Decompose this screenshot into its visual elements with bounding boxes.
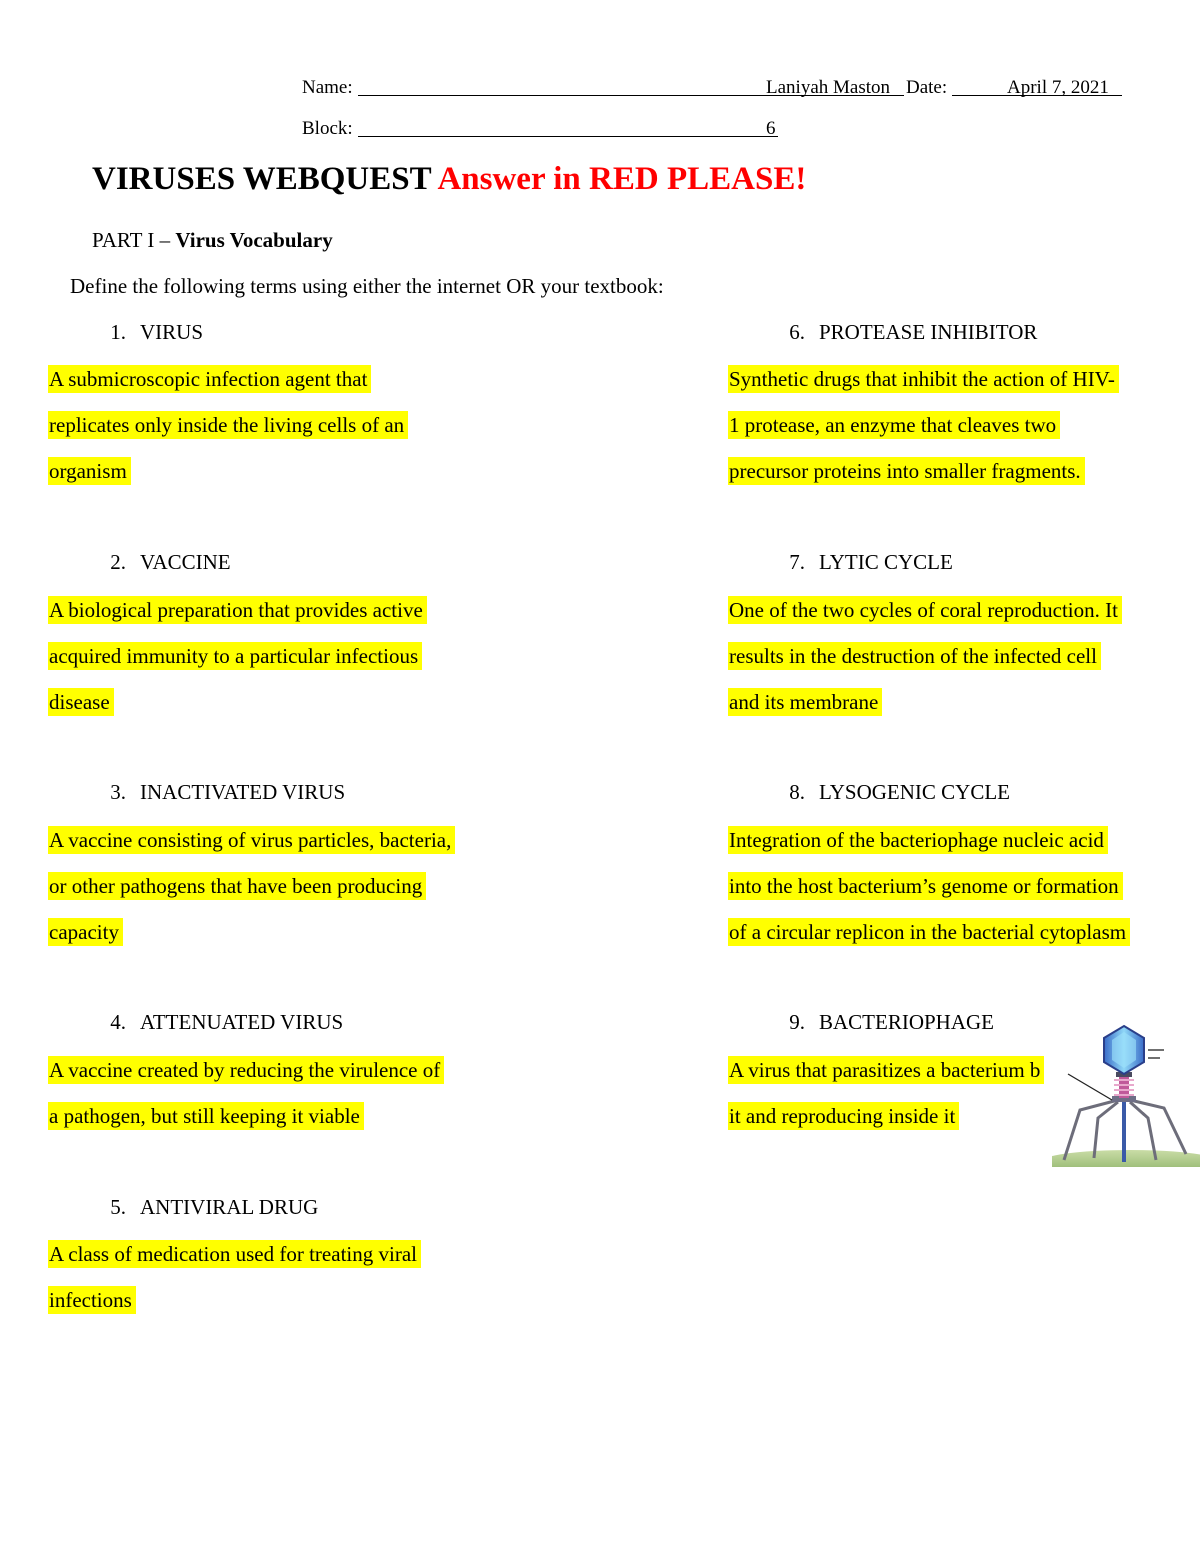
answer-line: organism [48,457,131,485]
answer-line: One of the two cycles of coral reproduction. It [728,596,1122,624]
term-label: LYSOGENIC CYCLE [819,780,1010,804]
title-red-instruction: Answer in RED PLEASE! [437,161,807,197]
answer-line: A vaccine consisting of virus particles, bacteria, [48,826,455,854]
term-number: 8. [789,780,805,804]
instructions: Define the following terms using either the internet OR your textbook: [70,274,664,298]
date-label: Date: [906,77,948,98]
term-label: BACTERIOPHAGE [819,1010,995,1034]
term-heading [92,780,345,805]
term-number: 5. [110,1195,126,1219]
term-number: 6. [789,320,805,344]
term-heading [771,780,1010,805]
page-title [92,161,806,198]
block-underline [358,136,778,137]
term-number: 2. [110,550,126,574]
term-label: LYTIC CYCLE [819,550,953,574]
term-number: 9. [789,1010,805,1034]
answer-line: capacity [48,918,123,946]
answer-line: A class of medication used for treating viral [48,1240,421,1268]
term-label: ATTENUATED VIRUS [140,1010,344,1034]
term-label: VIRUS [140,320,204,344]
date-value: April 7, 2021 [1007,77,1109,98]
answer-line: A submicroscopic infection agent that [48,365,371,393]
term-label: PROTEASE INHIBITOR [819,320,1038,344]
answer-line: into the host bacterium’s genome or formation [728,872,1123,900]
term-heading [92,1195,318,1220]
title-main: VIRUSES WEBQUEST [92,161,432,197]
term-heading [771,320,1037,345]
term-heading [92,550,231,575]
term-label: ANTIVIRAL DRUG [140,1195,319,1219]
answer-line: and its membrane [728,688,882,716]
answer-line: A virus that parasitizes a bacterium b [728,1056,1044,1084]
block-label: Block: [302,118,353,139]
term-heading [771,1010,994,1035]
answer-line: of a circular replicon in the bacterial cytoplasm [728,918,1130,946]
term-number: 7. [789,550,805,574]
answer-line: infections [48,1286,136,1314]
answer-line: Integration of the bacteriophage nucleic acid [728,826,1108,854]
term-number: 1. [110,320,126,344]
answer-line: precursor proteins into smaller fragments. [728,457,1085,485]
term-heading [92,1010,343,1035]
answer-line: it and reproducing inside it [728,1102,959,1130]
term-number: 3. [110,780,126,804]
block-value: 6 [766,118,776,139]
name-value: Laniyah Maston [766,77,891,98]
answer-line: replicates only inside the living cells of an [48,411,408,439]
answer-line: A vaccine created by reducing the virulence of [48,1056,444,1084]
answer-line: results in the destruction of the infected cell [728,642,1101,670]
answer-line: acquired immunity to a particular infectious [48,642,422,670]
answer-line: A biological preparation that provides active [48,596,427,624]
term-number: 4. [110,1010,126,1034]
part-label: PART I – [92,228,176,252]
term-heading [771,550,953,575]
answer-line: or other pathogens that have been producing [48,872,426,900]
term-heading [92,320,203,345]
answer-line: Synthetic drugs that inhibit the action of HIV- [728,365,1119,393]
part-heading [92,228,333,253]
part-bold: Virus Vocabulary [175,228,333,252]
bacteriophage-illustration [1052,1022,1200,1167]
answer-line: 1 protease, an enzyme that cleaves two [728,411,1060,439]
answer-line: disease [48,688,114,716]
term-label: VACCINE [140,550,231,574]
name-label: Name: [302,77,353,98]
term-label: INACTIVATED VIRUS [140,780,346,804]
answer-line: a pathogen, but still keeping it viable [48,1102,364,1130]
